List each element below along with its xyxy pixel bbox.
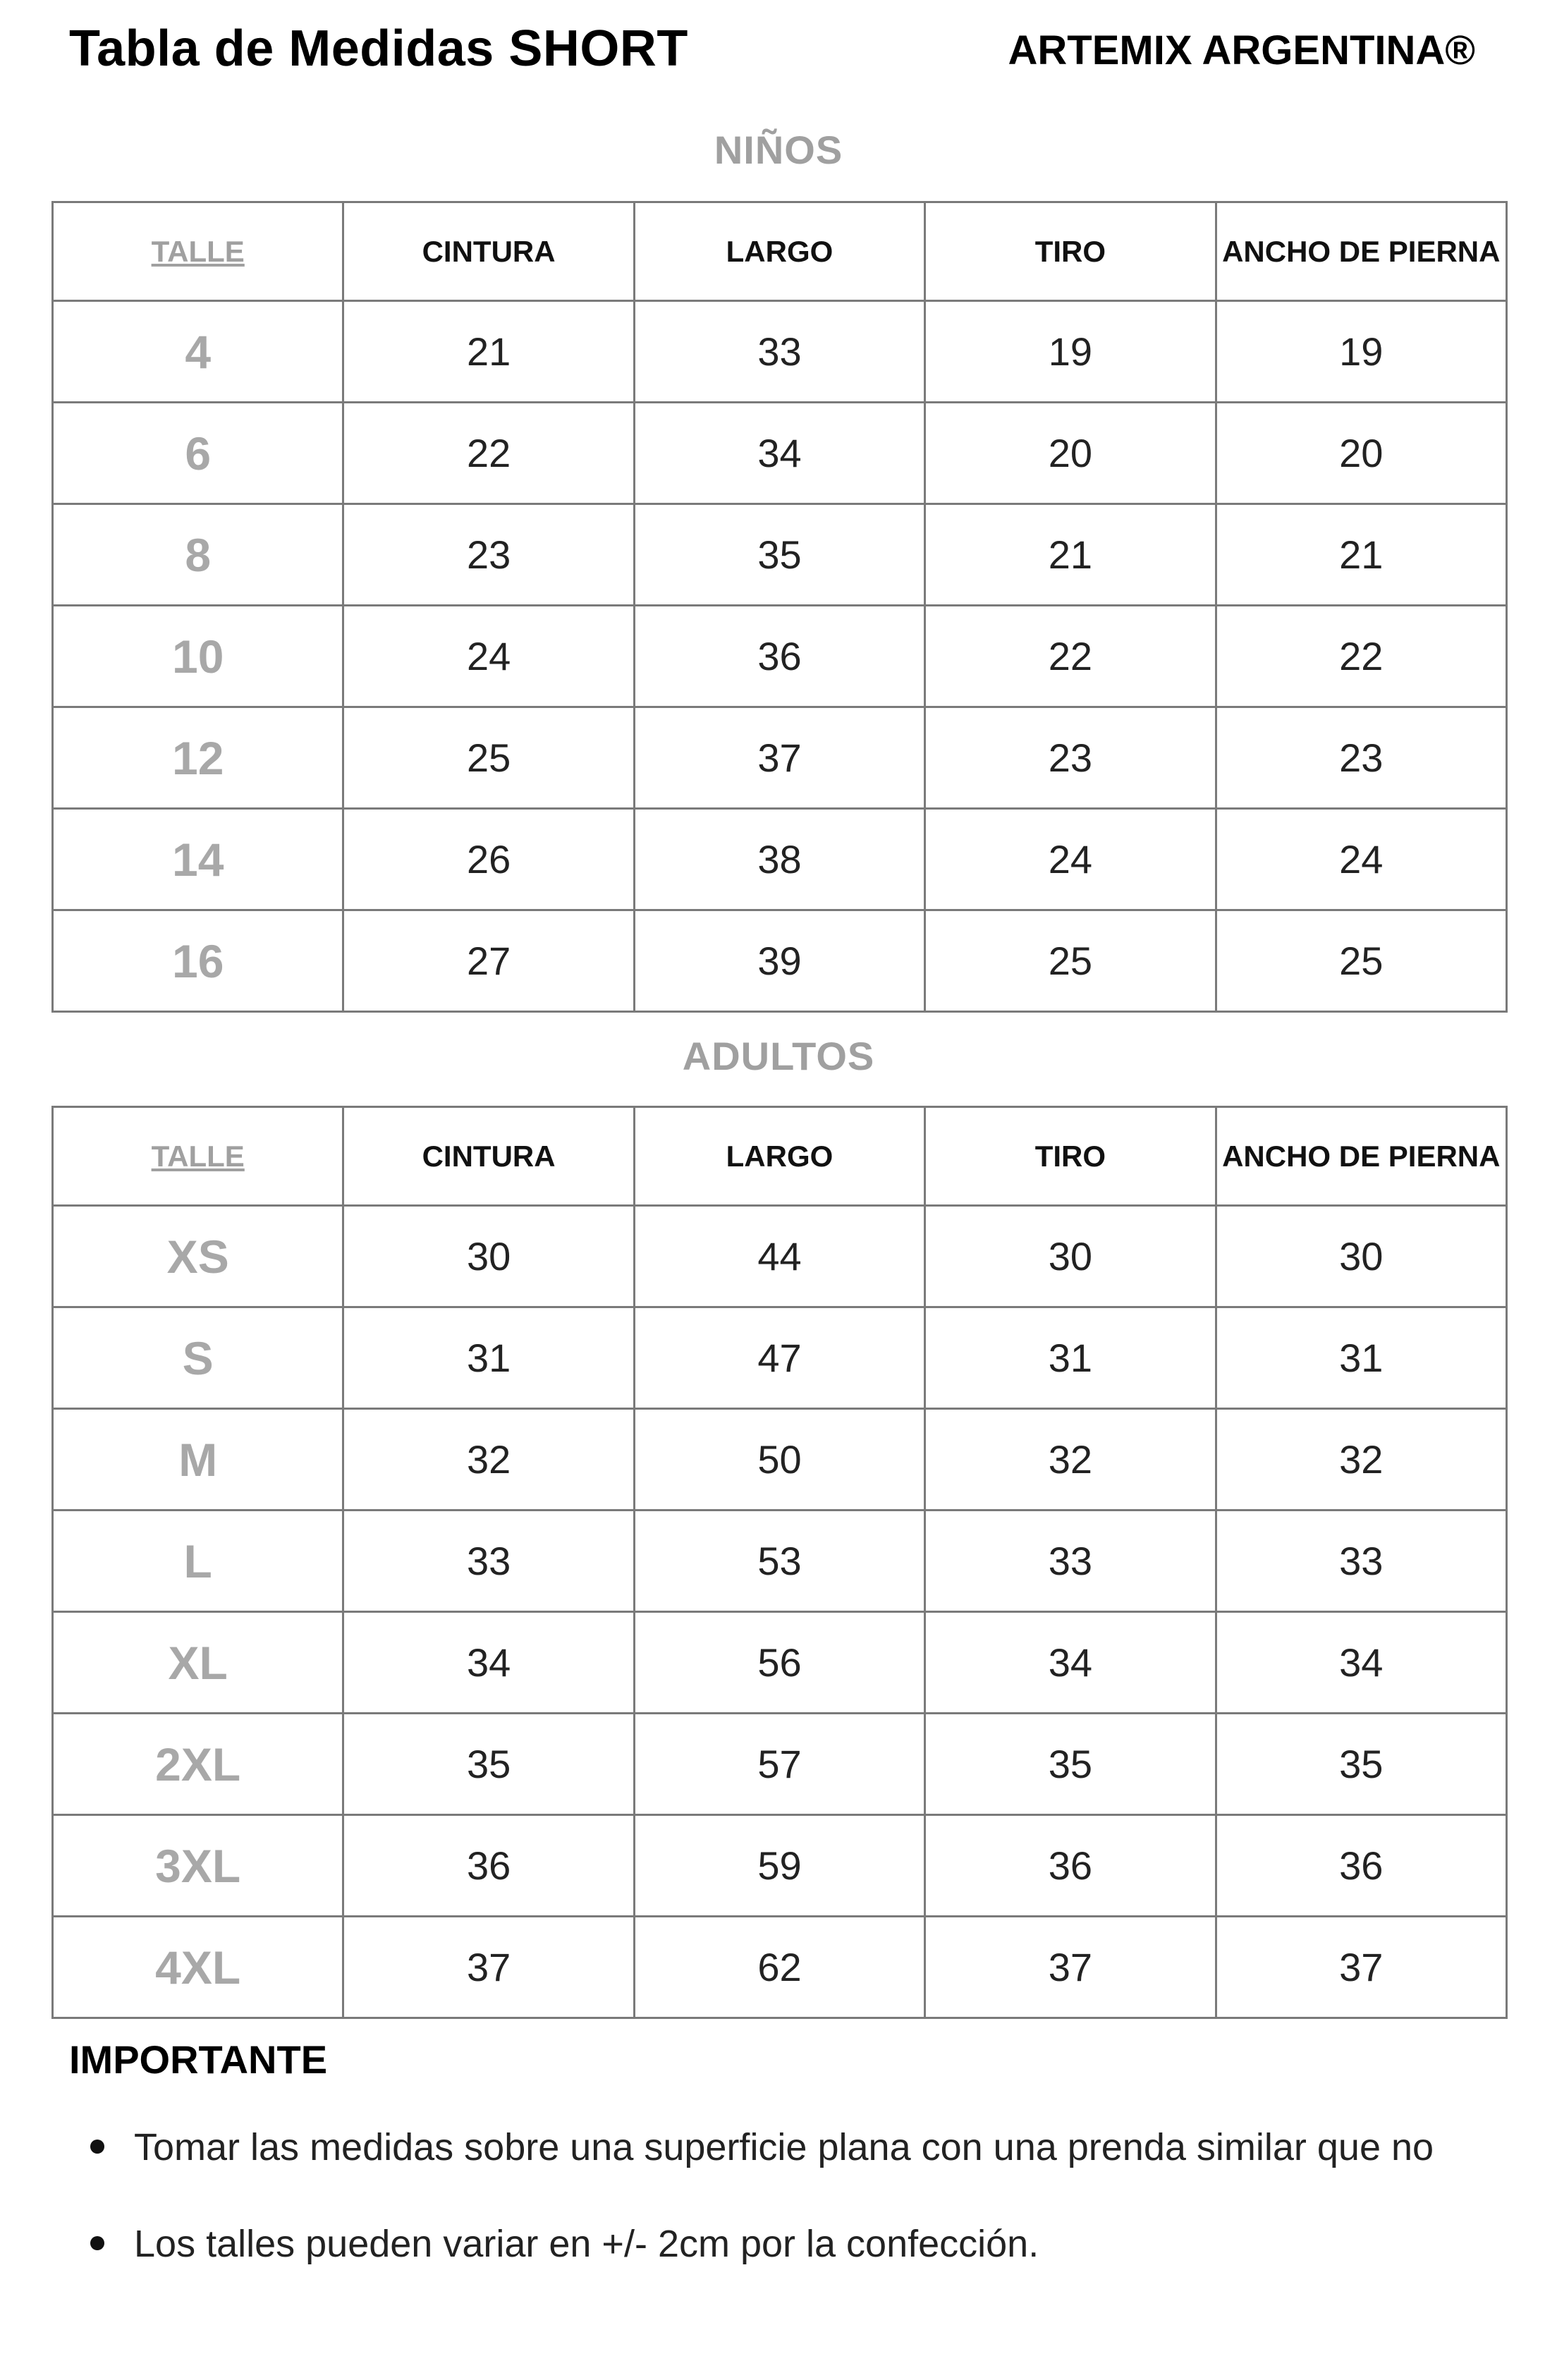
- ancho-cell: 35: [1216, 1714, 1506, 1815]
- kids-section-label: NIÑOS: [714, 128, 843, 172]
- size-cell: L: [53, 1511, 343, 1612]
- size-cell: 6: [53, 403, 343, 504]
- largo-cell: 38: [634, 809, 924, 910]
- largo-cell: 53: [634, 1511, 924, 1612]
- tiro-cell: 30: [925, 1206, 1216, 1307]
- cintura-cell: 25: [343, 707, 634, 809]
- ancho-cell: 24: [1216, 809, 1506, 910]
- ancho-cell: 31: [1216, 1307, 1506, 1409]
- column-header-largo: LARGO: [634, 1107, 924, 1206]
- ancho-cell: 32: [1216, 1409, 1506, 1511]
- largo-cell: 35: [634, 504, 924, 606]
- cintura-cell: 22: [343, 403, 634, 504]
- tiro-cell: 36: [925, 1815, 1216, 1917]
- size-cell: 8: [53, 504, 343, 606]
- column-header-tiro: TIRO: [925, 1107, 1216, 1206]
- largo-cell: 62: [634, 1917, 924, 2018]
- size-cell: 16: [53, 910, 343, 1012]
- tiro-cell: 23: [925, 707, 1216, 809]
- table-row: [53, 504, 1507, 606]
- table-row: [53, 606, 1507, 707]
- column-header-largo: LARGO: [634, 202, 924, 301]
- ancho-cell: 20: [1216, 403, 1506, 504]
- table-row: [53, 1815, 1507, 1917]
- size-cell: S: [53, 1307, 343, 1409]
- cintura-cell: 21: [343, 301, 634, 403]
- largo-cell: 59: [634, 1815, 924, 1917]
- size-cell: XS: [53, 1206, 343, 1307]
- table-row: [53, 1917, 1507, 2018]
- ancho-cell: 33: [1216, 1511, 1506, 1612]
- ancho-cell: 19: [1216, 301, 1506, 403]
- cintura-cell: 24: [343, 606, 634, 707]
- largo-cell: 36: [634, 606, 924, 707]
- size-cell: 10: [53, 606, 343, 707]
- tiro-cell: 22: [925, 606, 1216, 707]
- size-cell: 4XL: [53, 1917, 343, 2018]
- important-heading: IMPORTANTE: [69, 2037, 328, 2082]
- table-row: [53, 1409, 1507, 1511]
- table-row: [53, 1206, 1507, 1307]
- adults-size-table: [51, 1106, 1508, 2019]
- table-row: [53, 1714, 1507, 1815]
- largo-cell: 39: [634, 910, 924, 1012]
- size-cell: 3XL: [53, 1815, 343, 1917]
- bullet-icon: [90, 2140, 104, 2154]
- cintura-cell: 35: [343, 1714, 634, 1815]
- list-item: [69, 2219, 1508, 2316]
- tiro-cell: 19: [925, 301, 1216, 403]
- important-notes-list: [69, 2123, 1508, 2316]
- column-header-tiro: TIRO: [925, 202, 1216, 301]
- cintura-cell: 37: [343, 1917, 634, 2018]
- cintura-cell: 33: [343, 1511, 634, 1612]
- cintura-cell: 30: [343, 1206, 634, 1307]
- ancho-cell: 21: [1216, 504, 1506, 606]
- table-row: [53, 809, 1507, 910]
- cintura-cell: 32: [343, 1409, 634, 1511]
- tiro-cell: 33: [925, 1511, 1216, 1612]
- table-row: [53, 1511, 1507, 1612]
- column-header-cintura: CINTURA: [343, 202, 634, 301]
- tiro-cell: 37: [925, 1917, 1216, 2018]
- size-cell: M: [53, 1409, 343, 1511]
- ancho-cell: 23: [1216, 707, 1506, 809]
- ancho-cell: 37: [1216, 1917, 1506, 2018]
- largo-cell: 47: [634, 1307, 924, 1409]
- table-row: [53, 1612, 1507, 1714]
- column-header-cintura: CINTURA: [343, 1107, 634, 1206]
- table-header-row: [53, 1107, 1507, 1206]
- table-row: [53, 910, 1507, 1012]
- largo-cell: 57: [634, 1714, 924, 1815]
- cintura-cell: 34: [343, 1612, 634, 1714]
- tiro-cell: 31: [925, 1307, 1216, 1409]
- table-row: [53, 301, 1507, 403]
- kids-size-table: [51, 201, 1508, 1013]
- largo-cell: 44: [634, 1206, 924, 1307]
- largo-cell: 34: [634, 403, 924, 504]
- adults-section-label: ADULTOS: [682, 1034, 875, 1078]
- tiro-cell: 25: [925, 910, 1216, 1012]
- cintura-cell: 27: [343, 910, 634, 1012]
- cintura-cell: 23: [343, 504, 634, 606]
- brand-name: ARTEMIX ARGENTINA®: [1008, 28, 1475, 73]
- ancho-cell: 36: [1216, 1815, 1506, 1917]
- list-item: [69, 2123, 1508, 2219]
- table-row: [53, 707, 1507, 809]
- column-header-ancho: ANCHO DE PIERNA: [1216, 1107, 1506, 1206]
- cintura-cell: 31: [343, 1307, 634, 1409]
- tiro-cell: 20: [925, 403, 1216, 504]
- tiro-cell: 21: [925, 504, 1216, 606]
- note-text: Tomar las medidas sobre una superficie plana con una prenda similar que no: [134, 2126, 1434, 2168]
- size-cell: 2XL: [53, 1714, 343, 1815]
- table-row: [53, 1307, 1507, 1409]
- ancho-cell: 34: [1216, 1612, 1506, 1714]
- largo-cell: 56: [634, 1612, 924, 1714]
- column-header-talle[interactable]: TALLE: [53, 1107, 343, 1206]
- table-row: [53, 403, 1507, 504]
- ancho-cell: 25: [1216, 910, 1506, 1012]
- cintura-cell: 36: [343, 1815, 634, 1917]
- note-text: Los talles pueden variar en +/- 2cm por la confección.: [134, 2223, 1039, 2265]
- size-cell: XL: [53, 1612, 343, 1714]
- column-header-ancho: ANCHO DE PIERNA: [1216, 202, 1506, 301]
- tiro-cell: 24: [925, 809, 1216, 910]
- page-title: Tabla de Medidas SHORT: [69, 20, 688, 77]
- column-header-talle[interactable]: TALLE: [53, 202, 343, 301]
- size-cell: 12: [53, 707, 343, 809]
- ancho-cell: 30: [1216, 1206, 1506, 1307]
- largo-cell: 37: [634, 707, 924, 809]
- cintura-cell: 26: [343, 809, 634, 910]
- size-cell: 4: [53, 301, 343, 403]
- tiro-cell: 32: [925, 1409, 1216, 1511]
- largo-cell: 50: [634, 1409, 924, 1511]
- tiro-cell: 34: [925, 1612, 1216, 1714]
- table-header-row: [53, 202, 1507, 301]
- largo-cell: 33: [634, 301, 924, 403]
- bullet-icon: [90, 2236, 104, 2250]
- ancho-cell: 22: [1216, 606, 1506, 707]
- tiro-cell: 35: [925, 1714, 1216, 1815]
- size-cell: 14: [53, 809, 343, 910]
